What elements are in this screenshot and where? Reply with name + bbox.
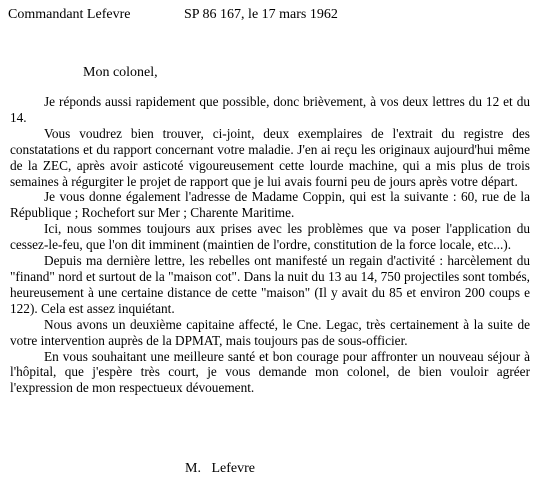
letter-author: Commandant Lefevre (8, 7, 131, 22)
letter-paragraph: Vous voudrez bien trouver, ci-joint, deux exemplaires de l'extrait du registre des constatations et du rapport concernant votre maladie. J'en ai reçu les originaux aujourd'hui même de la ZEC, après avoir asticoté vigoureusement cette lourde machine, qui a mis plus de trois semaines à régurgiter le projet de rapport que je lui avais fourni peu de jours après votre départ. (10, 125, 530, 189)
letter-place-date: SP 86 167, le 17 mars 1962 (184, 7, 338, 22)
letter-paragraph: Ici, nous sommes toujours aux prises avec les problèmes que va poser l'application du cessez-le-feu, que l'on dit imminent (maintien de l'ordre, constitution de la force locale, etc...). (10, 221, 530, 253)
letter-salutation: Mon colonel, (83, 65, 158, 80)
letter-signature: M. Lefevre (185, 461, 255, 476)
letter-paragraph: En vous souhaitant une meilleure santé et bon courage pour affronter un nouveau séjour à l'hôpital, que j'espère très court, je vous demande mon colonel, de bien vouloir agréer l'expression de mon respectueux dévouement. (10, 348, 530, 396)
letter-paragraph: Nous avons un deuxième capitaine affecté, le Cne. Legac, très certainement à la suite de votre intervention auprès de la DPMAT, mais toujours pas de sous-officier. (10, 316, 530, 348)
letter-body (10, 94, 530, 396)
letter-paragraph: Je réponds aussi rapidement que possible, donc brièvement, à vos deux lettres du 12 et du 14. (10, 94, 530, 125)
letter-paragraph: Depuis ma dernière lettre, les rebelles ont manifesté un regain d'activité : harcèlement du "finand" nord et surtout de la "maison cot". Dans la nuit du 13 au 14, 750 projectiles sont tombés, heureusement à une certaine distance de cette "maison" (Il y avait du 85 et environ 200 coups e 122). Cela est assez inquiétant. (10, 253, 530, 316)
letter-paragraph: Je vous donne également l'adresse de Madame Coppin, qui est la suivante : 60, rue de la République ; Rochefort sur Mer ; Charente Maritime. (10, 189, 530, 221)
